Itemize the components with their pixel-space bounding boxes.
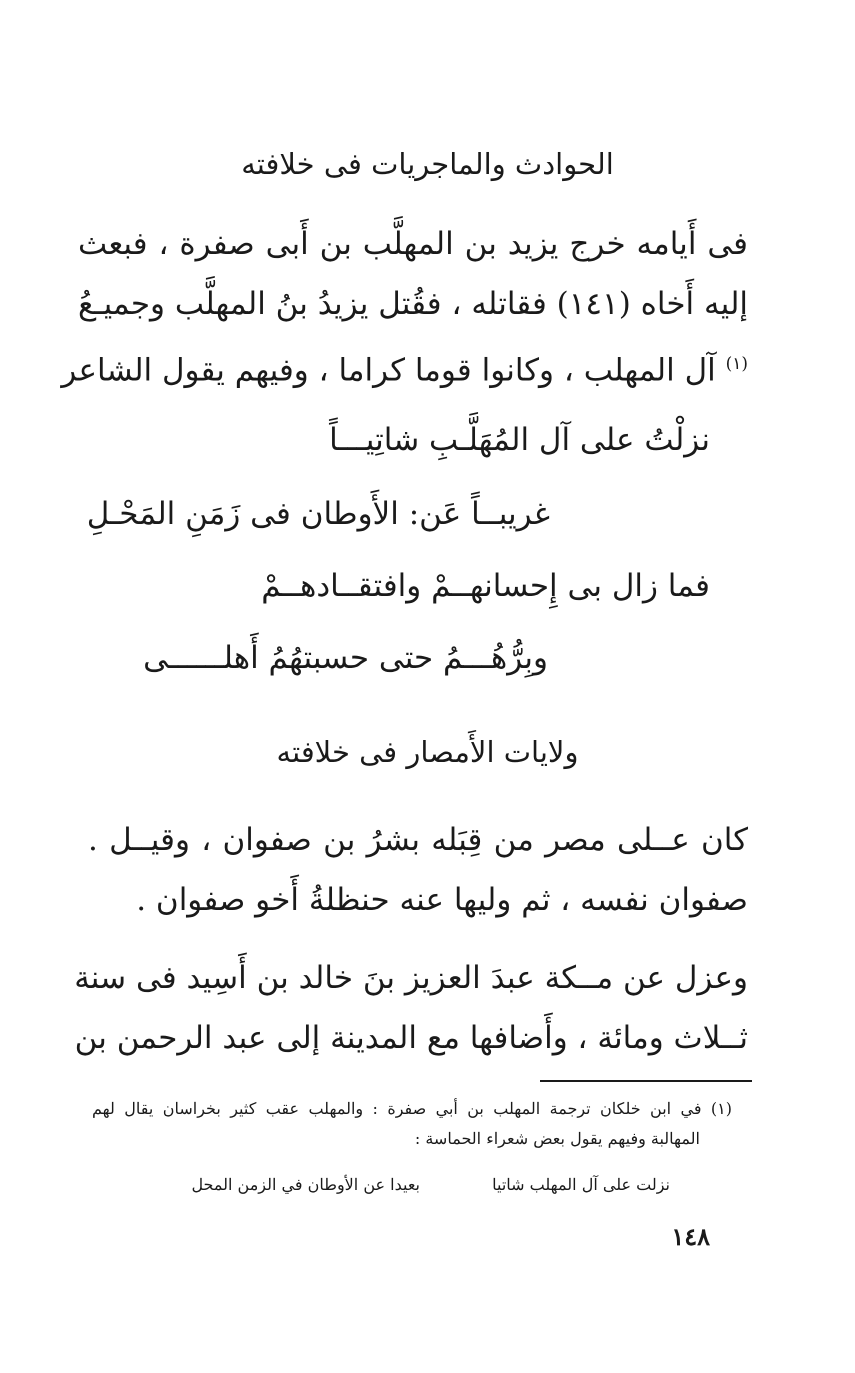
poem-verse-2: غريبــاً عَن: الأَوطان فى زَمَنِ المَحْـلِ [86, 496, 550, 532]
paragraph-1-line-2: إليه أَخاه (١٤١) فقاتله ، فقُتل يزيدُ بنُ المهلَّب وجميـعُ [78, 286, 748, 322]
section-heading-governors: ولايات الأَمصار فى خلافته [276, 735, 579, 769]
paragraph-1-line-3 [61, 342, 748, 392]
poem-verse-3: فما زال بى إِحسانهــمْ وافتقــادهــمْ [261, 568, 710, 604]
poem-verse-4: وبِرُّهُـــمُ حتى حسبتهُمُ أَهلــــــى [143, 640, 548, 676]
paragraph-3-line-1: وعزل عن مــكة عبدَ العزيز بنَ خالد بن أَسِيد فى سنة [74, 960, 748, 996]
footnote-divider [540, 1080, 752, 1082]
paragraph-2-line-1: كان عــلى مصر من قِبَله بشرُ بن صفوان ، وقيــل . [88, 822, 748, 858]
paragraph-1-line-1: فى أَيامه خرج يزيد بن المهلَّب بن أَبى صفرة ، فبعث [78, 226, 748, 262]
page-number: ١٤٨ [671, 1222, 710, 1251]
paragraph-1-line-3-text: آل المهلب ، وكانوا قوما كراما ، وفيهم يقول الشاعر [61, 352, 716, 389]
footnote-verse-first-hemistich: نزلت على آل المهلب شاتيا [492, 1175, 670, 1194]
footnote-reference: (١) [725, 354, 748, 374]
poem-verse-1: نزلْتُ على آل المُهَلَّـبِ شاتِيـــاً [329, 422, 710, 458]
footnote-verse-second-hemistich: بعيدا عن الأوطان في الزمن المحل [191, 1175, 420, 1194]
paragraph-3-line-2: ثــلاث ومائة ، وأَضافها مع المدينة إلى عبد الرحمن بن [74, 1020, 748, 1056]
section-heading-events: الحوادث والماجريات فى خلافته [241, 147, 614, 181]
paragraph-2-line-2: صفوان نفسه ، ثم وليها عنه حنظلةُ أَخو صفوان . [136, 882, 748, 918]
footnote-line-2: المهالبة وفيهم يقول بعض شعراء الحماسة : [414, 1129, 700, 1148]
footnote-line-1: (١) في ابن خلكان ترجمة المهلب بن أبي صفرة : والمهلب عقب كثير بخراسان يقال لهم [92, 1099, 732, 1118]
